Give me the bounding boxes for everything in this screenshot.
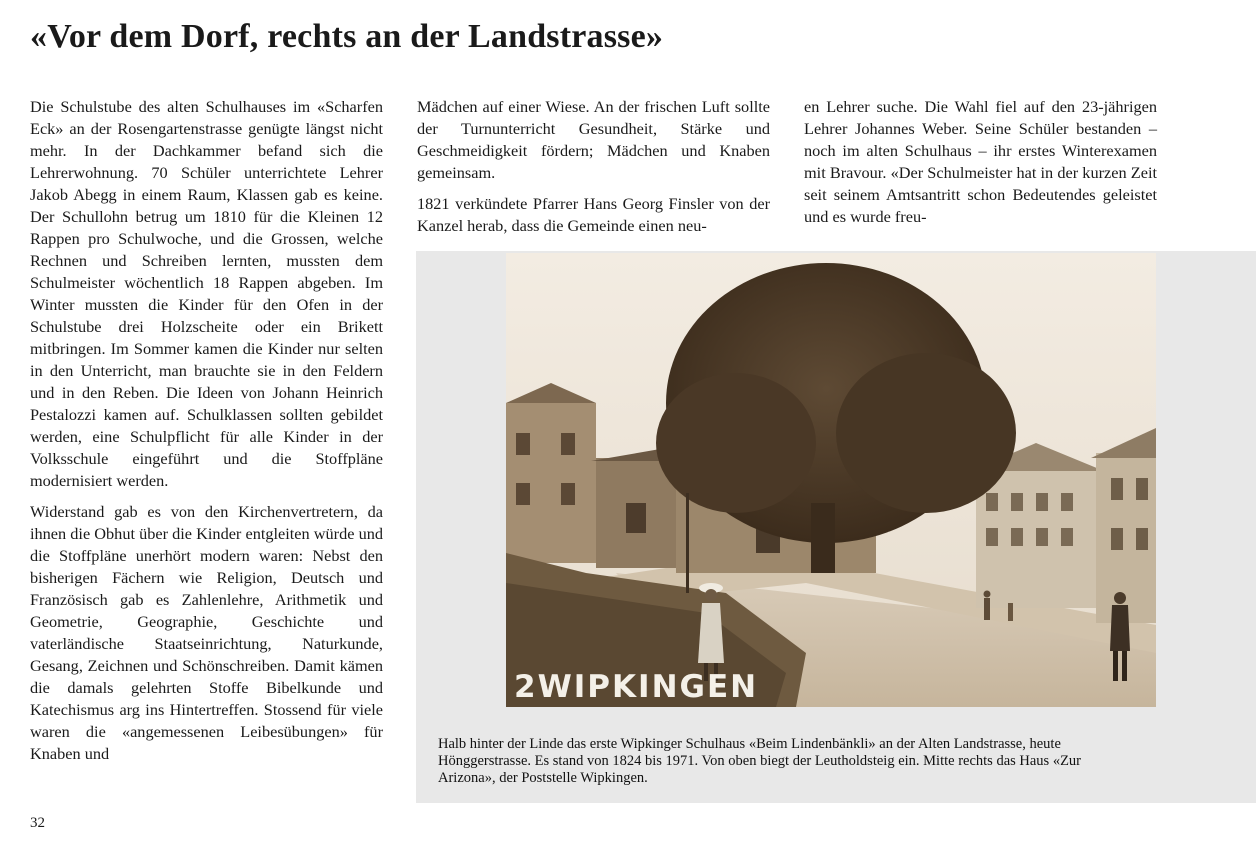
- photo-inscription: 2WIPKINGEN: [514, 669, 759, 705]
- historic-photo: [506, 253, 1156, 707]
- paragraph: 1821 verkündete Pfarrer Hans Georg Finsler von der Kanzel herab, dass die Gemeinde einen neu-: [417, 194, 770, 235]
- paragraph: en Lehrer suche. Die Wahl fiel auf den 23-jährigen Lehrer Johannes Weber. Seine Schüler bestanden – noch im alten Schulhaus – ihr erstes Winterexamen mit Bravour. «Der Schulmeister hat in der kurzen Zeit seit seinem Amtsantritt schon Bedeutendes geleistet und es wurde freu-: [804, 97, 1157, 226]
- figure: [416, 251, 1256, 803]
- page-title: «Vor dem Dorf, rechts an der Landstrasse»: [30, 18, 664, 55]
- text-column-2: [417, 96, 770, 246]
- paragraph: Die Schulstube des alten Schulhauses im «Scharfen Eck» an der Rosengartenstrasse genügte längst nicht mehr. In der Dachkammer befand sich die Lehrerwohnung. 70 Schüler unterrichtete Lehrer Jakob Abegg in einem Raum, Klassen gab es keine. Der Schullohn betrug um 1810 für die Kleinen 12 Rappen pro Schulwoche, und die Grossen, welche Rechnen und Schreiben lernten, mussten dem Schulmeister wöchentlich 18 Rappen abgeben. Im Winter mussten die Kinder für den Ofen in der Schulstube drei Holzscheite oder ein Brikett mitbringen. Im Sommer kamen die Kinder nur selten in den Unterricht, man brauchte sie in den Feldern und in den Reben. Die Ideen von Johann Heinrich Pestalozzi kamen auf. Schulklassen sollten gebildet werden, eine Schulpflicht für alle Kinder in der Volksschule eingeführt und die Stoffpläne modernisiert werden.: [30, 97, 383, 490]
- page-number: 32: [30, 815, 45, 831]
- text-column-1: [30, 96, 383, 774]
- text-column-3: [804, 96, 1157, 237]
- paragraph: Mädchen auf einer Wiese. An der frischen Luft sollte der Turnunterricht Gesundheit, Stärke und Geschmeidigkeit fördern; Mädchen und Knaben gemeinsam.: [417, 97, 770, 182]
- paragraph: Widerstand gab es von den Kirchenvertretern, da ihnen die Obhut über die Kinder entgleiten würde und die Stoffpläne unerhört modern waren: Nebst den bisherigen Fächern wie Religion, Deutsch und Französisch gab es Zahlenlehre, Arithmetik und Geometrie, Geographie, Geschichte und vaterländische Staatseinrichtung, Naturkunde, Gesang, Zeichnen und Schönschreiben. Damit kämen die damals gelehrten Stoffe Bibelkunde und Katechismus arg ins Hintertreffen. Stossend für viele waren die «angemessenen Leibesübungen» für Knaben und: [30, 502, 383, 763]
- figure-caption: Halb hinter der Linde das erste Wipkinger Schulhaus «Beim Lindenbänkli» an der Alten Landstrasse, heute Hönggerstrasse. Es stand von 1824 bis 1971. Von oben biegt der Leutholdsteig ein. Mitte rechts das Haus «Zur Arizona», der Poststelle Wipkingen.: [438, 736, 1082, 786]
